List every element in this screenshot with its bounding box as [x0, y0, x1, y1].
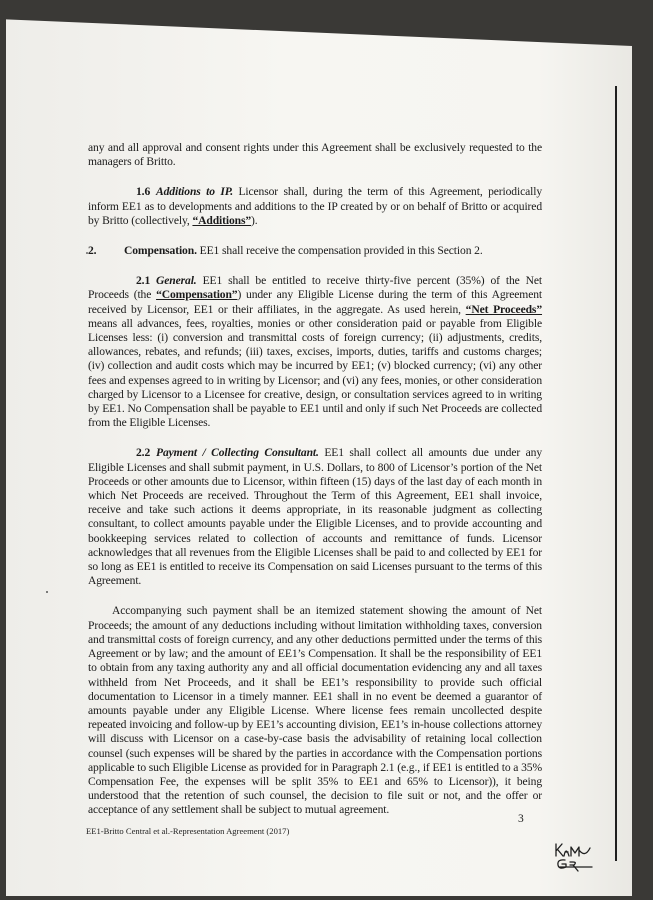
section-number: 2.2 — [136, 446, 151, 460]
document-body — [88, 141, 542, 818]
section-2-1: 2.1 General. EE1 shall be entitled to receive thirty-five percent (35%) of the Net Proceeds (the “Compensation”) under any Eligible License during the term of this Agreement received by Licensor, EE1 or their affiliates, in the aggregate. As used herein, “Net Proceeds” means all advances, fees, royalties, monies or other consideration paid or payable from Eligible Licenses less: (i) conversion and transmittal costs of foreign currency; (ii) adjustments, credits, allowances, rebates, and refunds; (iii) taxes, excises, imports, duties, tariffs and customs charges; (iv) collection and audit costs which may be incurred by EE1; (v) blocked currency; (vi) any other fees and expenses agreed to in writing by Licensor; and (vi) any fees, monies, or other consideration charged by Licensor to a Licensee for creative, design, or consultation services agreed to in writing by EE1. No Compensation shall be payable to EE1 until and only if such Net Proceeds are collected from the Eligible Licenses. — [88, 274, 543, 430]
section-title: General. — [156, 274, 197, 288]
defined-term: “Additions” — [192, 213, 252, 227]
accompanying-paragraph: Accompanying such payment shall be an itemized statement showing the amount of Net Proceeds; the amount of any deductions including without limitation withholding taxes, conversion and transmittal costs of foreign currency, and any other deductions permitted under the terms of this Agreement or by law; and the amount of EE1’s Compensation. It shall be the responsibility of EE1 to obtain from any taxing authority any and all official documentation evidencing any and all taxes withheld from Net Proceeds, and it shall be EE1’s responsibility to provide such official documentation to Licensor in a timely manner. EE1 shall in no event be deemed a guarantor of amounts payable under any Eligible License. Where license fees remain uncollected despite repeated invoicing and follow-up by EE1’s accounting division, EE1’s in-house collections attorney will discuss with Licensor on a case-by-case basis the advisability of retaining local collection counsel (such expenses will be shared by the parties in accordance with the Compensation portions applicable to such Eligible License as provided for in Paragraph 2.1 (e.g., if EE1 is entitled to a 35% Compensation Fee, the expenses will be split 35% to EE1 and 65% to Licensor)), it being understood that the retention of such counsel, the decision to file suit or not, and the offer or acceptance of any settlement shall be subject to mutual agreement. — [88, 604, 542, 817]
scan-speck — [46, 591, 48, 593]
page-number: 3 — [518, 813, 524, 825]
scan-edge-line — [615, 86, 617, 861]
intro-paragraph: any and all approval and consent rights under this Agreement shall be exclusively requested to the managers of Britto. — [88, 141, 542, 169]
footer-document-title: EE1-Britto Central et al.-Representation Agreement (2017) — [86, 826, 290, 836]
section-number: 2. — [88, 244, 97, 258]
section-title: Compensation. — [124, 244, 197, 258]
section-number: 2.1 — [136, 274, 151, 288]
section-title: Payment / Collecting Consultant. — [156, 446, 319, 460]
handwritten-initials — [552, 840, 598, 874]
defined-term: “Net Proceeds” — [465, 302, 543, 316]
scan-speck — [213, 15, 216, 21]
section-number: 1.6 — [136, 185, 151, 199]
section-1-6: 1.6 Additions to IP. Licensor shall, during the term of this Agreement, periodically inform EE1 as to developments and additions to the IP created by or on behalf of Britto or acquired by Britto (collectively, “Additions”). — [88, 185, 542, 227]
section-title: Additions to IP. — [156, 185, 233, 199]
defined-term: “Compensation” — [156, 288, 238, 302]
section-2-2: 2.2 Payment / Collecting Consultant. EE1 shall collect all amounts due under any Eligible Licenses and shall submit payment, in U.S. Dollars, to 800 of Licensor’s portion of the Net Proceeds or other amounts due to Licensor, within fifteen (15) days of the last day of each month in which Net Proceeds are received. Throughout the Term of this Agreement, EE1 shall invoice, receive and take such actions it deems appropriate, in its reasonable judgment as collecting consultant, to collect amounts payable under the Eligible Licenses, and to provide accounting and bookkeeping services related to collection of accounts and remittance of funds. Licensor acknowledges that all revenues from the Eligible Licenses shall be paid to and collected by EE1 for so long as EE1 is entitled to receive its Compensation on said Licenses pursuant to the terms of this Agreement. — [88, 446, 543, 588]
section-2-heading: 2. Compensation. EE1 shall receive the compensation provided in this Section 2. — [88, 244, 483, 258]
